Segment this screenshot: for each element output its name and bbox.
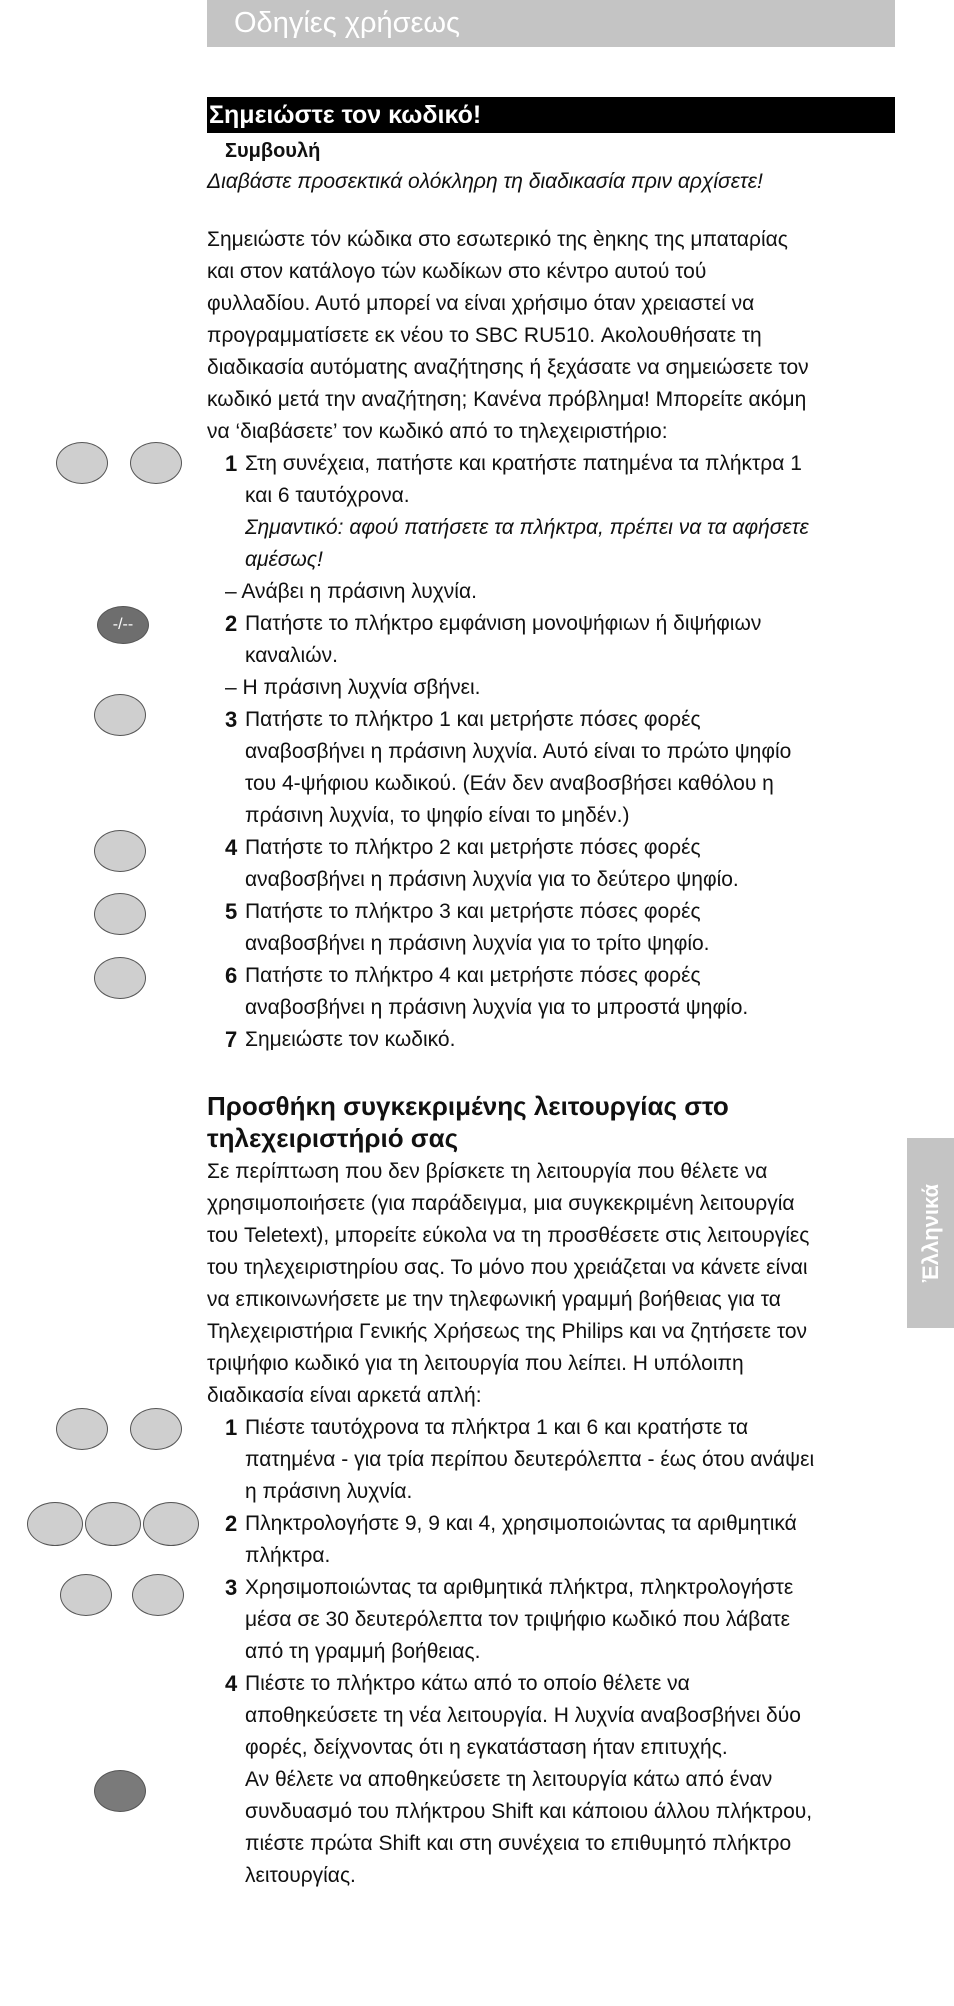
text-line: κωδικό μετά την αναζήτηση; Κανένα πρόβλημα! Μπορείτε ακόμη (207, 388, 807, 411)
text-line: Σημειώστε τόν κώδικα στο εσωτερικό της èηκης της μπαταρίας (207, 228, 788, 251)
step-6 (225, 960, 900, 1024)
step-number: 2 (225, 611, 238, 636)
step-1 (225, 448, 900, 576)
text-line: αποθηκεύσετε τη νέα λειτουργία. Η λυχνία αναβοσβήνει δύο (245, 1704, 801, 1727)
remote-key-icon (130, 442, 182, 484)
text-line: προγραμματίσετε εκ νέου το SBC RU510. Ακολουθήσατε τη (207, 324, 762, 347)
text-line: Σε περίπτωση που δεν βρίσκετε τη λειτουργία που θέλετε να (207, 1160, 768, 1183)
text-line: του Teletext), μπορείτε εύκολα να τη προσθέσετε στις λειτουργίες (207, 1224, 810, 1247)
header-title: Οδηγίες χρήσεως (234, 7, 461, 39)
step-number: 3 (225, 707, 238, 732)
text-line: Τηλεχειριστήρια Γενικής Χρήσεως της Philips και να ζητήσετε τον (207, 1320, 808, 1343)
text-line: πιέστε πρώτα Shift και στη συνέχεια το επιθυμητό πλήκτρο (245, 1832, 792, 1855)
section2-title (207, 1090, 897, 1154)
tip-text: Διαβάστε προσεκτικά ολόκληρη τη διαδικασία πριν αρχίσετε! (207, 170, 763, 193)
text-line: να ‘διαβάσετε’ τον κωδικό από το τηλεχειριστήριο: (207, 420, 668, 443)
text-line: Πατήστε το πλήκτρο 4 και μετρήστε πόσες φορές (245, 964, 701, 987)
step-number: 2 (225, 1511, 238, 1536)
text-line: Πληκτρολογήστε 9, 9 και 4, χρησιμοποιώντας τα αριθμητικά (245, 1512, 797, 1535)
text-line: καναλιών. (245, 644, 338, 667)
text-line: και 6 ταυτόχρονα. (245, 484, 410, 507)
section2-step-1 (225, 1412, 900, 1508)
text-line: Πατήστε το πλήκτρο 1 και μετρήστε πόσες φορές (245, 708, 701, 731)
remote-key-icon (94, 1770, 146, 1812)
step-number: 5 (225, 899, 238, 924)
section-title: Σημειώστε τον κωδικό! (207, 97, 895, 133)
text-line: φορές, δείχνοντας ότι η εγκατάσταση ήταν επιτυχής. (245, 1736, 728, 1759)
remote-key-icon (85, 1502, 141, 1546)
step-2 (225, 608, 900, 672)
text-line: χρησιμοποιήσετε (για παράδειγμα, μια συγκεκριμένη λειτουργία (207, 1192, 795, 1215)
text-line: Πατήστε το πλήκτρο εμφάνιση μονοψήφιων ή διψήφιων (245, 612, 762, 635)
text-line: και στον κατάλογο τών κωδίκων στο κέντρο αυτού τού (207, 260, 707, 283)
step-number: 7 (225, 1027, 238, 1052)
text-line: από τη γραμμή βοήθειας. (245, 1640, 481, 1663)
text-line: Πιέστε ταυτόχρονα τα πλήκτρα 1 και 6 και κρατήστε τα (245, 1416, 749, 1439)
remote-key-icon (60, 1574, 112, 1616)
text-line: Χρησιμοποιώντας τα αριθμητικά πλήκτρα, πληκτρολογήστε (245, 1576, 794, 1599)
note-line: Σημαντικό: αφού πατήσετε τα πλήκτρα, πρέπει να τα αφήσετε (245, 516, 809, 539)
section2-step-4 (225, 1668, 900, 1892)
digit-toggle-key-icon: -/-- (97, 606, 149, 644)
remote-key-icon (27, 1502, 83, 1546)
language-tab (907, 1138, 954, 1328)
remote-key-icon (94, 893, 146, 935)
text-line: διαδικασία είναι αρκετά απλή: (207, 1384, 482, 1407)
text-line: λειτουργίας. (245, 1864, 356, 1887)
text-line: φυλλαδίου. Αυτό μπορεί να είναι χρήσιμο όταν χρειαστεί να (207, 292, 755, 315)
remote-key-icon (130, 1408, 182, 1450)
text-line: του 4-ψήφιου κωδικού. (Εάν δεν αναβοσβήσει καθόλου η (245, 772, 774, 795)
text-line: αναβοσβήνει η πράσινη λυχνία. Αυτό είναι το πρώτο ψηφίο (245, 740, 792, 763)
step-number: 4 (225, 1671, 238, 1696)
remote-key-icon (94, 830, 146, 872)
result-text: – Η πράσινη λυχνία σβήνει. (225, 676, 481, 699)
text-line: να επικοινωνήσετε με την τηλεφωνική γραμμή βοήθειας για τα (207, 1288, 781, 1311)
text-line: διαδικασία αυτόματης αναζήτησης ή ξεχάσατε να σημειώσετε τον (207, 356, 809, 379)
section2-step-3 (225, 1572, 900, 1668)
text-line: αναβοσβήνει η πράσινη λυχνία για το δεύτερο ψηφίο. (245, 868, 739, 891)
step-number: 1 (225, 1415, 238, 1440)
text-line: Πιέστε το πλήκτρο κάτω από το οποίο θέλετε να (245, 1672, 690, 1695)
section2-step-2 (225, 1508, 900, 1572)
page-header (207, 0, 895, 47)
remote-key-icon (143, 1502, 199, 1546)
text-line: τριψήφιο κωδικό για τη λειτουργία που λείπει. Η υπόλοιπη (207, 1352, 744, 1375)
title-line: Προσθήκη συγκεκριμένης λειτουργίας στο (207, 1091, 729, 1121)
remote-key-icon (94, 694, 146, 736)
step-7 (225, 1024, 900, 1056)
text-line: Αν θέλετε να αποθηκεύσετε τη λειτουργία κάτω από έναν (245, 1768, 773, 1791)
note-line: αμέσως! (245, 548, 323, 571)
remote-key-icon (132, 1574, 184, 1616)
text-line: αναβοσβήνει η πράσινη λυχνία για το μπροστά ψηφίο. (245, 996, 749, 1019)
text-line: μέσα σε 30 δευτερόλεπτα τον τριψήφιο κωδικό που λάβατε (245, 1608, 790, 1631)
step-number: 6 (225, 963, 238, 988)
language-tab-label: Ἐλληνικά (917, 1183, 943, 1283)
text-line: Πατήστε το πλήκτρο 3 και μετρήστε πόσες φορές (245, 900, 701, 923)
section2-intro (207, 1156, 897, 1412)
text-line: αναβοσβήνει η πράσινη λυχνία για το τρίτο ψηφίο. (245, 932, 710, 955)
step-3 (225, 704, 900, 832)
remote-key-icon (56, 442, 108, 484)
text-line: η πράσινη λυχνία. (245, 1480, 413, 1503)
text-line: πλήκτρα. (245, 1544, 331, 1567)
tip-label: Συμβουλή (225, 140, 321, 162)
step-4 (225, 832, 900, 896)
step-number: 4 (225, 835, 238, 860)
text-line: του τηλεχειριστηρίου σας. Το μόνο που χρειάζεται να κάνετε είναι (207, 1256, 808, 1279)
text-line: Στη συνέχεια, πατήστε και κρατήστε πατημένα τα πλήκτρα 1 (245, 452, 802, 475)
result-text: – Ανάβει η πράσινη λυχνία. (225, 580, 477, 603)
step-5 (225, 896, 900, 960)
intro-paragraph (207, 224, 897, 448)
text-line: πατημένα - για τρία περίπου δευτερόλεπτα - έως ότου ανάψει (245, 1448, 815, 1471)
title-line: τηλεχειριστήριό σας (207, 1123, 459, 1153)
text-line: συνδυασμό του πλήκτρου Shift και κάποιου άλλου πλήκτρου, (245, 1800, 813, 1823)
step-number: 1 (225, 451, 238, 476)
text-line: Πατήστε το πλήκτρο 2 και μετρήστε πόσες φορές (245, 836, 701, 859)
text-line: Σημειώστε τον κωδικό. (245, 1028, 456, 1051)
remote-key-icon (94, 957, 146, 999)
text-line: πράσινη λυχνία, το ψηφίο είναι το μηδέν.) (245, 804, 630, 827)
remote-key-icon (56, 1408, 108, 1450)
step-number: 3 (225, 1575, 238, 1600)
